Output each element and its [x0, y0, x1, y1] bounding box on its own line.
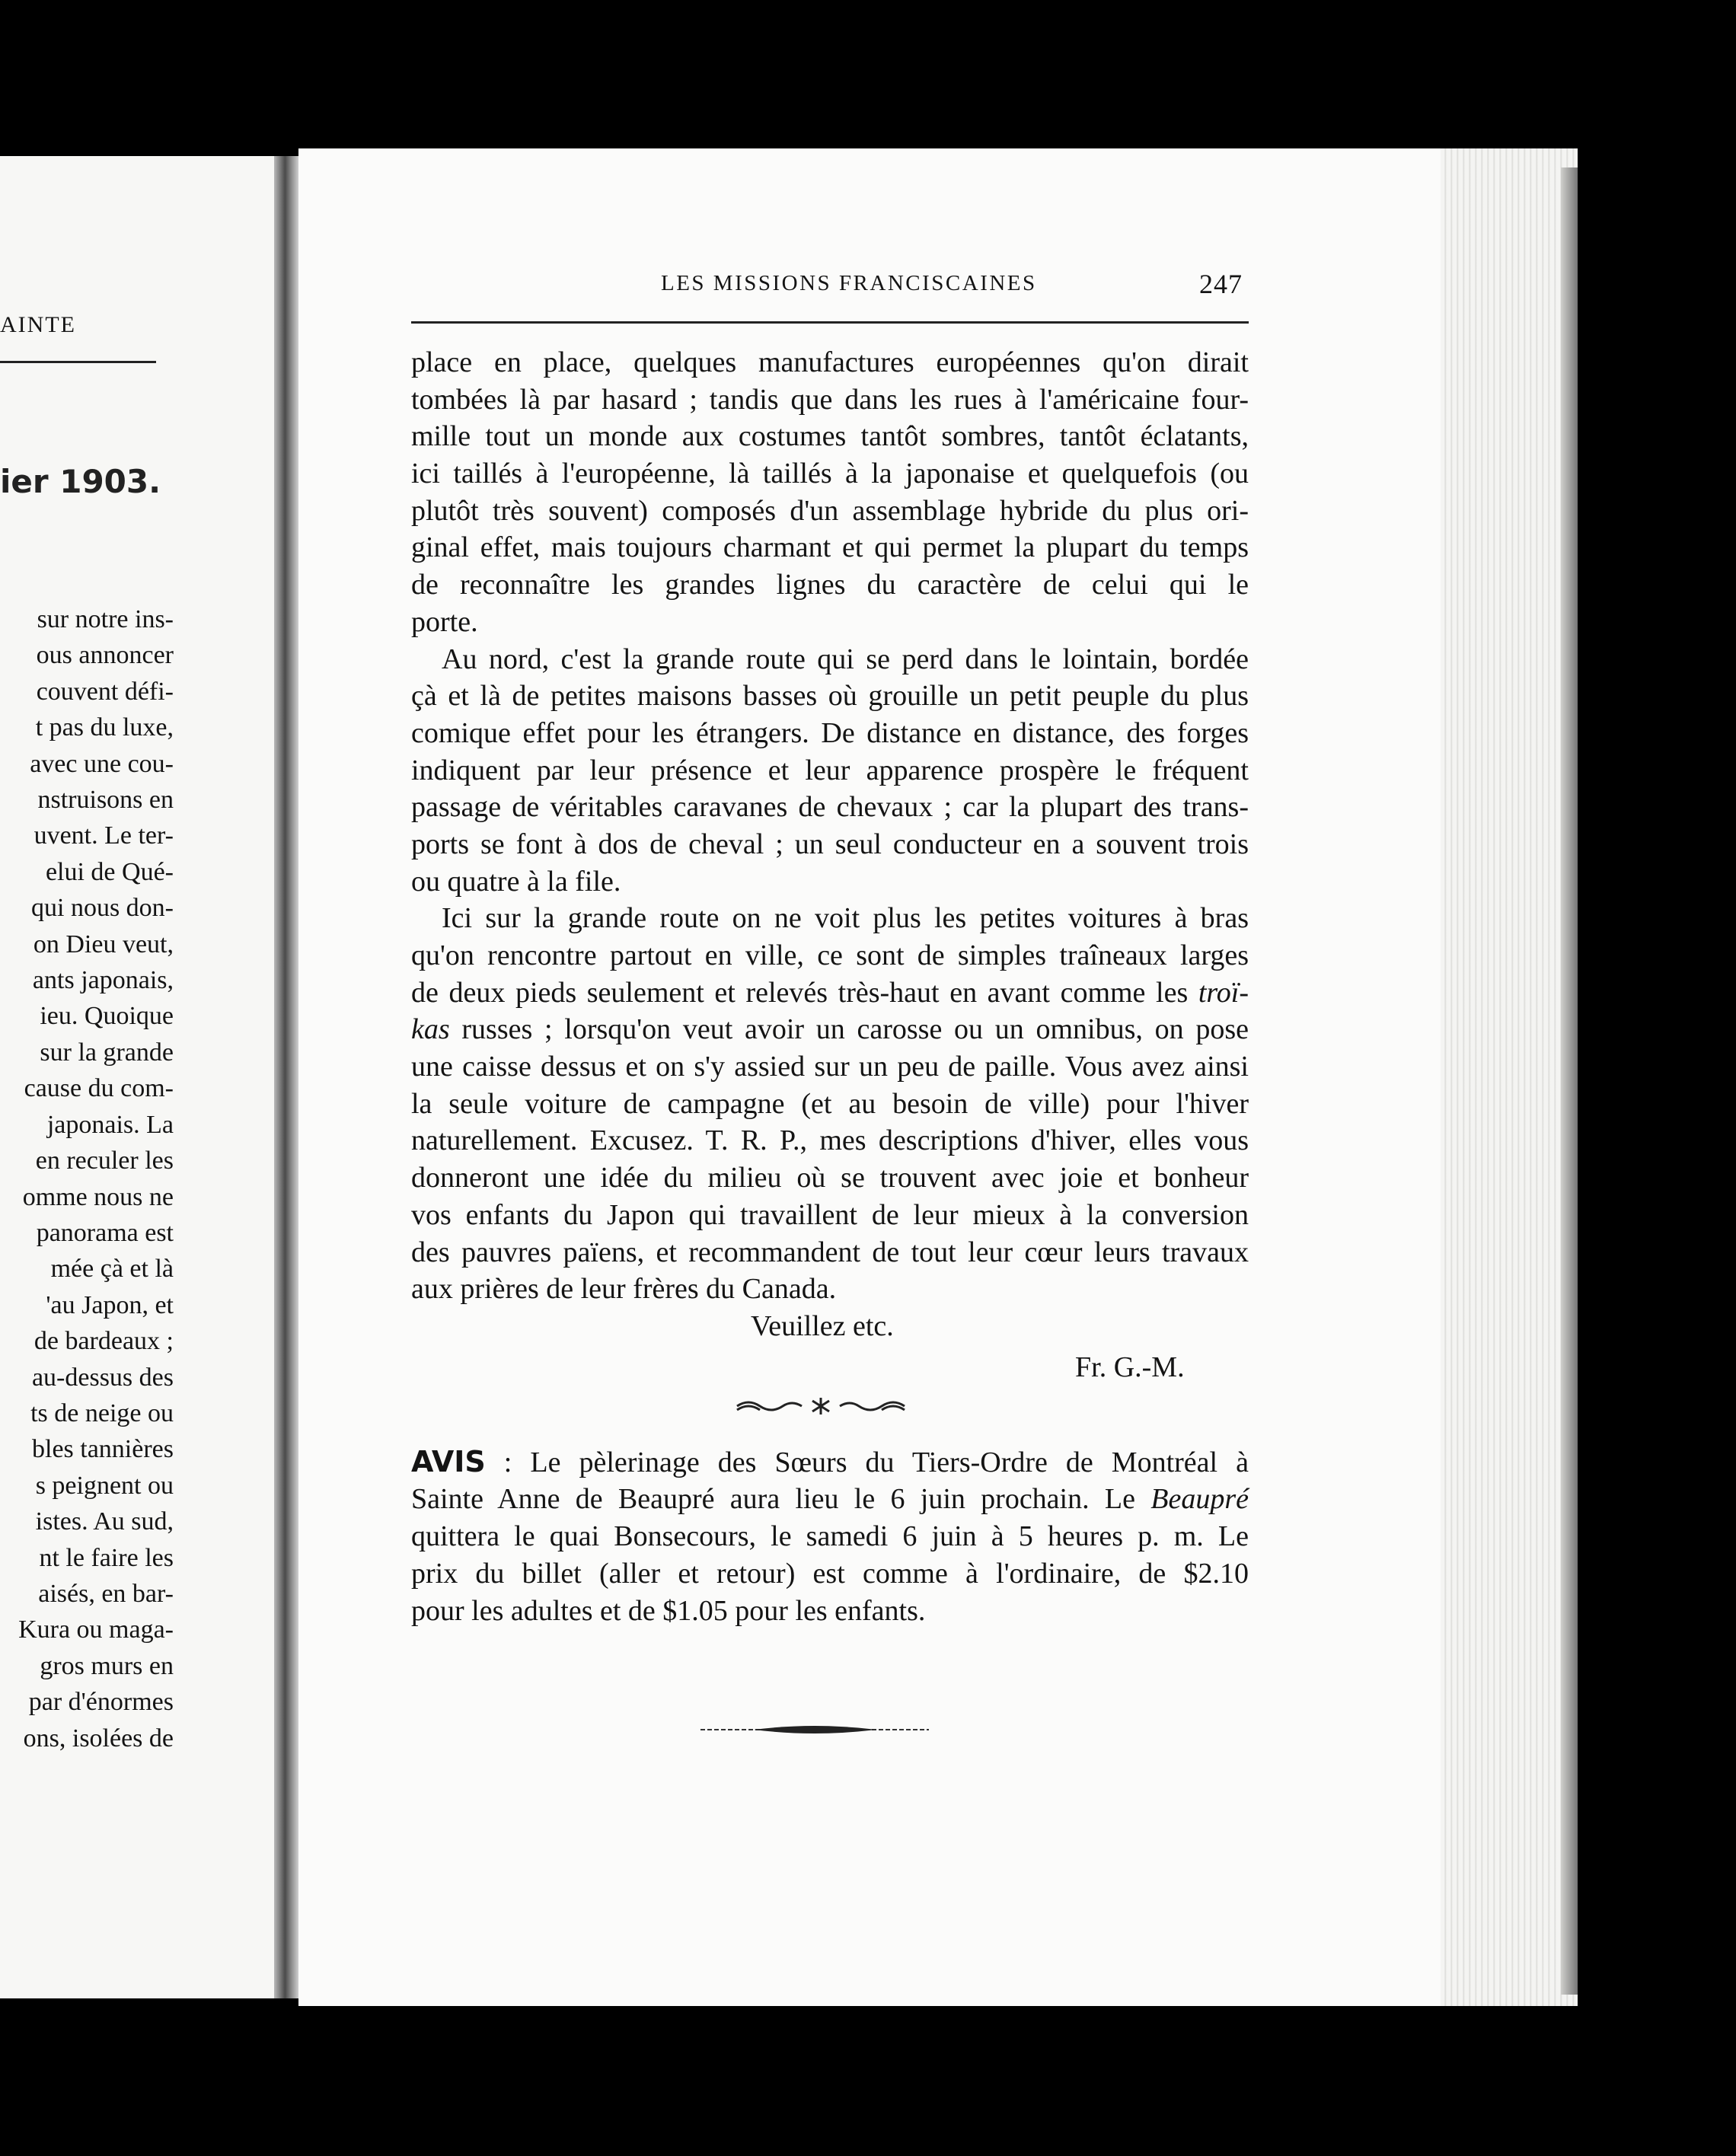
- left-column-line: sur notre ins-: [37, 605, 174, 633]
- body-line: de deux pieds seulement et relevés très-haut en avant comme les troï-: [411, 976, 1249, 1009]
- body-line: aux prières de leur frères du Canada.: [411, 1273, 837, 1306]
- body-line: comique effet pour les étrangers. De distance en distance, des forges: [411, 716, 1249, 749]
- body-line: porte.: [411, 605, 478, 638]
- left-column-line: s peignent ou: [35, 1471, 174, 1500]
- body-line: passage de véritables caravanes de chevaux ; car la plupart des trans-: [411, 791, 1249, 824]
- notice-line: prix du billet (aller et retour) est comme à l'ordinaire, de $2.10: [411, 1558, 1249, 1590]
- left-column-line: aisés, en bar-: [38, 1579, 174, 1608]
- italic-word: kas: [411, 1013, 450, 1046]
- body-line: une caisse dessus et on s'y assied sur un peu de paille. Vous avez ainsi: [411, 1051, 1249, 1083]
- body-line: ports se font à dos de cheval ; un seul conducteur en a souvent trois: [411, 828, 1249, 860]
- left-column-line: couvent défi-: [36, 677, 174, 706]
- left-running-head: AINTE: [0, 312, 76, 337]
- left-column-line: en reculer les: [35, 1147, 174, 1175]
- body-text: [411, 344, 1249, 1308]
- body-line: çà et là de petites maisons basses où grouille un petit peuple du plus: [411, 680, 1249, 713]
- left-column-line: avec une cou-: [30, 749, 174, 778]
- left-column-text: [0, 601, 174, 1756]
- body-line: tombées là par hasard ; tandis que dans les rues à l'américaine four-: [411, 383, 1249, 416]
- left-column-line: istes. Au sud,: [35, 1507, 174, 1536]
- left-column-line: mée çà et là: [50, 1255, 174, 1284]
- left-header-rule: [0, 361, 156, 363]
- body-line: ou quatre à la file.: [411, 865, 621, 898]
- body-line: kas russes ; lorsqu'on veut avoir un carosse ou un omnibus, on pose: [411, 1013, 1249, 1046]
- body-line: ici taillés à l'européenne, là taillés à la japonaise et quelquefois (ou: [411, 458, 1249, 490]
- left-column-line: nstruisons en: [37, 786, 174, 815]
- left-column-line: ous annoncer: [36, 641, 174, 670]
- page-number: 247: [1199, 269, 1243, 299]
- signature: Fr. G.-M.: [1075, 1351, 1185, 1383]
- body-line: des pauvres païens, et recommandent de tout leur cœur leurs travaux: [411, 1236, 1249, 1268]
- header-rule: [411, 321, 1249, 324]
- running-head-title: LES MISSIONS FRANCISCAINES: [661, 271, 1037, 295]
- left-column-line: cause du com-: [24, 1074, 174, 1103]
- body-line: la seule voiture de campagne (et au besoin de ville) pour l'hiver: [411, 1087, 1249, 1120]
- body-line: indiquent par leur présence et leur apparence prospère le fréquent: [411, 754, 1249, 786]
- page-edge-shadow: [1561, 167, 1578, 1995]
- left-column-line: sur la grande: [40, 1038, 174, 1067]
- left-date-heading: ier 1903.: [0, 463, 161, 500]
- left-column-line: ants japonais,: [32, 966, 174, 995]
- body-line: de reconnaître les grandes lignes du caractère de celui qui le: [411, 569, 1249, 601]
- body-line: Ici sur la grande route on ne voit plus les petites voitures à bras: [442, 902, 1249, 935]
- body-line: plutôt très souvent) composés d'un assemblage hybride du plus ori-: [411, 494, 1249, 527]
- left-column-line: ts de neige ou: [30, 1399, 174, 1427]
- notice-line: pour les adultes et de $1.05 pour les enfants.: [411, 1595, 926, 1627]
- left-column-line: ons, isolées de: [23, 1724, 174, 1753]
- left-column-line: Kura ou maga-: [18, 1615, 174, 1644]
- left-column-line: gros murs en: [40, 1651, 174, 1680]
- left-column-line: uvent. Le ter-: [34, 821, 174, 850]
- body-line: vos enfants du Japon qui travaillent de leur mieux à la conversion: [411, 1198, 1249, 1231]
- ornament-divider-icon: [729, 1395, 912, 1418]
- left-column-line: au-dessus des: [31, 1363, 174, 1392]
- left-column-line: 'au Japon, et: [46, 1290, 174, 1319]
- body-line: place en place, quelques manufactures européennes qu'on dirait: [411, 346, 1249, 378]
- left-column-line: panorama est: [36, 1218, 174, 1247]
- notice-line: quittera le quai Bonsecours, le samedi 6 juin à 5 heures p. m. Le: [411, 1520, 1249, 1552]
- tail-piece-ornament-icon: [700, 1722, 929, 1737]
- body-line: donneront une idée du milieu où se trouvent avec joie et bonheur: [411, 1162, 1249, 1194]
- notice: [411, 1443, 1249, 1630]
- left-column-line: t pas du luxe,: [35, 713, 174, 742]
- italic-word: troï-: [1198, 976, 1249, 1009]
- left-column-line: qui nous don-: [31, 894, 174, 923]
- body-line: Au nord, c'est la grande route qui se perd dans le lointain, bordée: [442, 643, 1249, 675]
- left-column-line: nt le faire les: [39, 1543, 174, 1572]
- left-column-line: on Dieu veut,: [33, 930, 174, 958]
- body-line: mille tout un monde aux costumes tantôt sombres, tantôt éclatants,: [411, 420, 1249, 453]
- left-column-line: elui de Qué-: [45, 857, 174, 886]
- book-gutter: [274, 156, 298, 1998]
- body-line: qu'on rencontre partout en ville, ce sont de simples traîneaux larges: [411, 939, 1249, 971]
- body-line: ginal effet, mais toujours charmant et qui permet la plupart du temps: [411, 531, 1249, 564]
- notice-label: AVIS: [411, 1445, 486, 1478]
- left-column-line: ieu. Quoique: [40, 1002, 174, 1031]
- notice-line: Sainte Anne de Beaupré aura lieu le 6 juin prochain. Le Beaupré: [411, 1483, 1249, 1515]
- ship-name: Beaupré: [1150, 1483, 1249, 1515]
- notice-line: AVIS : Le pèlerinage des Sœurs du Tiers-Ordre de Montréal à: [411, 1445, 1249, 1478]
- left-column-line: bles tannières: [32, 1435, 174, 1464]
- page-edges: [1441, 148, 1578, 2006]
- left-column-line: japonais. La: [46, 1110, 174, 1139]
- left-column-line: omme nous ne: [22, 1182, 174, 1211]
- closing-formula: Veuillez etc.: [751, 1310, 894, 1342]
- left-column-line: de bardeaux ;: [34, 1327, 174, 1356]
- left-column-line: par d'énormes: [28, 1688, 174, 1717]
- body-line: naturellement. Excusez. T. R. P., mes descriptions d'hiver, elles vous: [411, 1124, 1249, 1157]
